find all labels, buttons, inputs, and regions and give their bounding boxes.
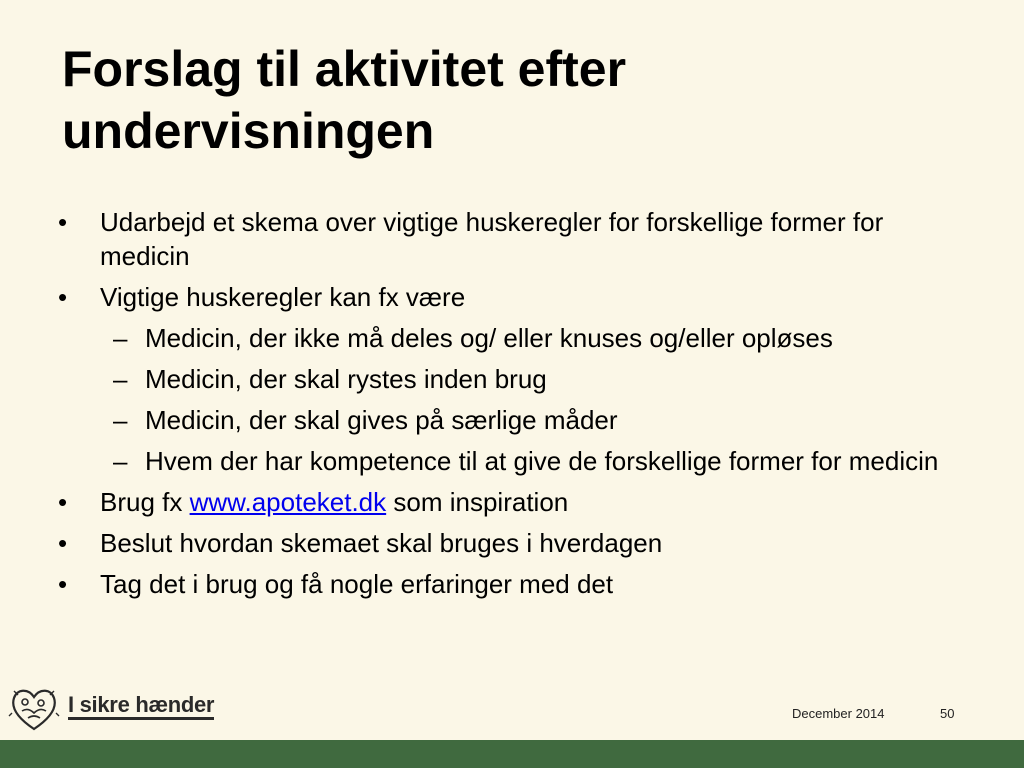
list-item bbox=[58, 280, 968, 314]
footer-date: December 2014 bbox=[792, 706, 885, 721]
bullet-text-after-link: som inspiration bbox=[386, 487, 569, 517]
bullet-marker: • bbox=[58, 207, 68, 237]
heart-icon bbox=[8, 683, 60, 735]
list-item bbox=[58, 403, 968, 437]
bullet-text: Beslut hvordan skemaet skal bruges i hverdagen bbox=[100, 528, 663, 558]
list-item bbox=[58, 567, 968, 601]
page-number: 50 bbox=[940, 706, 955, 721]
list-item bbox=[58, 321, 968, 355]
bullet-text-before-link: Brug fx bbox=[100, 487, 190, 517]
list-item bbox=[58, 205, 968, 273]
list-item bbox=[58, 362, 968, 396]
dash-marker: – bbox=[113, 405, 128, 435]
bullet-text: Vigtige huskeregler kan fx være bbox=[100, 282, 466, 312]
list-item bbox=[58, 526, 968, 560]
apoteket-link[interactable]: www.apoteket.dk bbox=[189, 487, 387, 517]
slide-title: Forslag til aktivitet efter undervisningen bbox=[62, 41, 627, 159]
dash-marker: – bbox=[113, 364, 128, 394]
bullet-text: Medicin, der skal rystes inden brug bbox=[145, 364, 547, 394]
bullet-text: Hvem der har kompetence til at give de forskellige former for medicin bbox=[145, 446, 939, 476]
logo bbox=[8, 683, 228, 735]
list-item bbox=[58, 485, 968, 519]
dash-marker: – bbox=[113, 323, 128, 353]
bullet-list bbox=[58, 205, 968, 608]
bullet-marker: • bbox=[58, 487, 68, 517]
bullet-text: Udarbejd et skema over vigtige huskeregler for forskellige former for medicin bbox=[100, 207, 884, 271]
list-item bbox=[58, 444, 968, 478]
bullet-text: Medicin, der skal gives på særlige måder bbox=[145, 405, 618, 435]
bullet-marker: • bbox=[58, 282, 68, 312]
bullet-marker: • bbox=[58, 528, 68, 558]
dash-marker: – bbox=[113, 446, 128, 476]
bottom-bar bbox=[0, 740, 1024, 768]
bullet-marker: • bbox=[58, 569, 68, 599]
bullet-text: Tag det i brug og få nogle erfaringer med det bbox=[100, 569, 614, 599]
bullet-text: Medicin, der ikke må deles og/ eller knuses og/eller opløses bbox=[145, 323, 833, 353]
logo-text: I sikre hænder bbox=[68, 693, 214, 720]
